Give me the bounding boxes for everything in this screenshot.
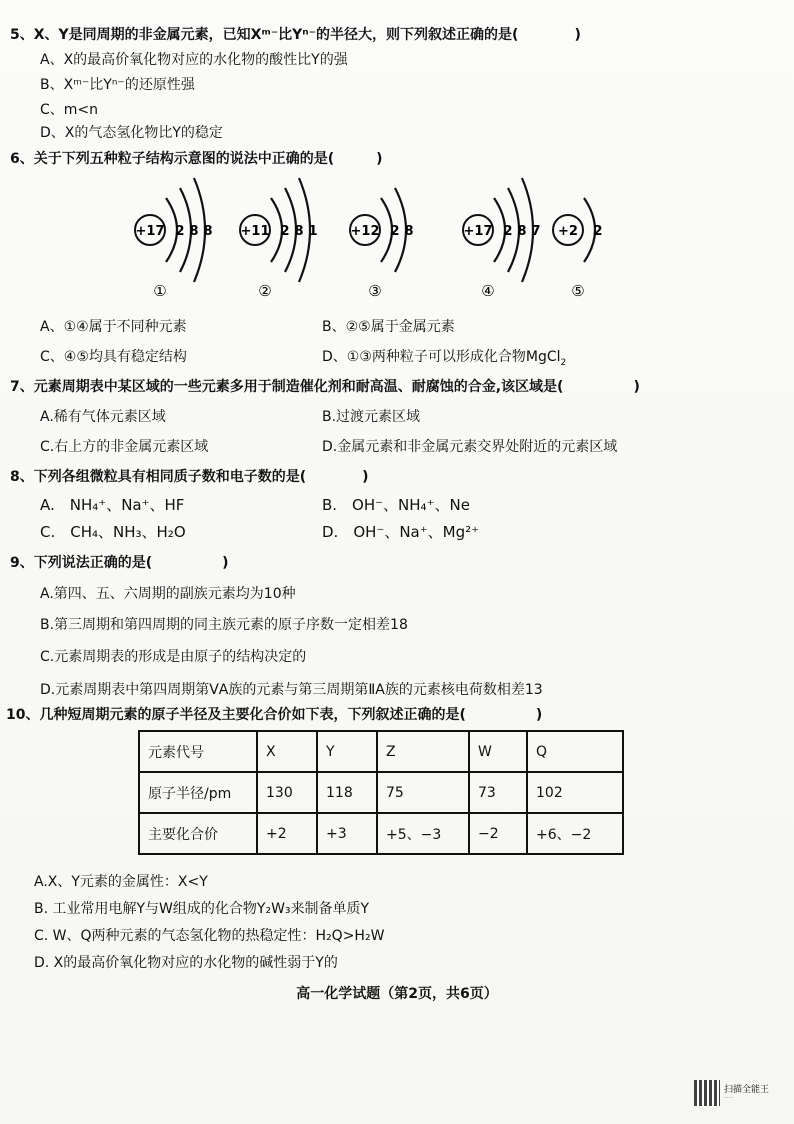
table-row	[139, 731, 623, 772]
question-5-option-c: C、m<n	[40, 102, 99, 118]
electron-count: 8	[294, 224, 304, 239]
table-cell: Y	[317, 731, 377, 772]
question-6-option-d	[322, 348, 566, 372]
question-8-option-a: A. NH₄⁺、Na⁺、HF	[40, 496, 185, 514]
question-5-option-b: B、Xᵐ⁻比Yⁿ⁻的还原性强	[40, 77, 195, 93]
table-cell: X	[257, 731, 317, 772]
table-row	[139, 813, 623, 854]
atom-diagram-2	[240, 178, 318, 300]
question-6-option-a: A、①④属于不同种元素	[40, 319, 187, 335]
question-10-option-a: A.X、Y元素的金属性：X<Y	[34, 874, 208, 890]
table-cell: 130	[257, 772, 317, 813]
question-8-option-c: C. CH₄、NH₃、H₂O	[40, 523, 186, 541]
atom-diagram-svg	[100, 168, 660, 308]
scanner-watermark	[694, 1080, 784, 1110]
question-10-option-d: D. X的最高价氧化物对应的水化物的碱性弱于Y的	[34, 955, 338, 971]
electron-count: 2	[503, 224, 513, 239]
question-9-option-d: D.元素周期表中第四周期第ⅤA族的元素与第三周期第ⅡA族的元素核电荷数相差13	[40, 682, 543, 698]
diagram-label: ⑤	[571, 282, 585, 300]
electron-count: 2	[280, 224, 290, 239]
question-5-option-d: D、X的气态氢化物比Y的稳定	[40, 125, 223, 141]
atom-diagram-1	[135, 178, 213, 300]
question-6-option-d-subscript: 2	[560, 357, 567, 368]
electron-count: 8	[517, 224, 527, 239]
table-cell: +5、−3	[377, 813, 469, 854]
table-cell: Z	[377, 731, 469, 772]
question-6-option-c: C、④⑤均具有稳定结构	[40, 349, 187, 365]
nucleus-charge: +2	[558, 224, 578, 239]
qr-code-icon	[694, 1080, 720, 1106]
scanner-brand-sub: ······	[724, 1095, 734, 1101]
table-cell: 102	[527, 772, 623, 813]
table-cell: +3	[317, 813, 377, 854]
question-10-option-c: C. W、Q两种元素的气态氢化物的热稳定性：H₂Q>H₂W	[34, 928, 385, 944]
question-9-option-b: B.第三周期和第四周期的同主族元素的原子序数一定相差18	[40, 617, 408, 633]
question-7-option-c: C.右上方的非金属元素区域	[40, 439, 209, 455]
question-9-option-a: A.第四、五、六周期的副族元素均为10种	[40, 586, 296, 602]
diagram-label: ②	[258, 282, 272, 300]
question-8-option-d: D. OH⁻、Na⁺、Mg²⁺	[322, 523, 480, 541]
electron-count: 2	[390, 224, 400, 239]
question-6-option-d-text: D、①③两种粒子可以形成化合物MgCl	[322, 349, 561, 365]
table-row	[139, 772, 623, 813]
question-6-stem: 6、关于下列五种粒子结构示意图的说法中正确的是( )	[10, 151, 383, 167]
table-cell: 118	[317, 772, 377, 813]
table-cell: 主要化合价	[139, 813, 257, 854]
electron-count: 1	[308, 224, 318, 239]
question-7-option-a: A.稀有气体元素区域	[40, 409, 166, 425]
atomic-structure-diagrams	[100, 168, 660, 308]
diagram-label: ①	[153, 282, 167, 300]
question-7-stem: 7、元素周期表中某区域的一些元素多用于制造催化剂和耐高温、耐腐蚀的合金,该区域是( )	[10, 379, 640, 395]
element-data-table	[138, 730, 624, 855]
electron-count: 8	[203, 224, 213, 239]
diagram-label: ③	[368, 282, 382, 300]
table-cell: 原子半径/pm	[139, 772, 257, 813]
table-cell: 75	[377, 772, 469, 813]
table-cell: W	[469, 731, 527, 772]
table-cell: Q	[527, 731, 623, 772]
table-cell: 元素代号	[139, 731, 257, 772]
question-5-stem: 5、X、Y是同周期的非金属元素，已知Xᵐ⁻比Yⁿ⁻的半径大，则下列叙述正确的是( )	[10, 27, 581, 43]
question-10-option-b: B. 工业常用电解Y与W组成的化合物Y₂W₃来制备单质Y	[34, 901, 370, 917]
electron-count: 7	[531, 224, 541, 239]
question-7-option-b: B.过渡元素区域	[322, 409, 421, 425]
table-cell: +2	[257, 813, 317, 854]
nucleus-charge: +12	[350, 224, 380, 239]
nucleus-charge: +17	[463, 224, 493, 239]
table-cell: −2	[469, 813, 527, 854]
question-9-stem: 9、下列说法正确的是( )	[10, 555, 229, 571]
page-footer: 高一化学试题（第2页，共6页）	[296, 986, 498, 1002]
question-10-stem: 10、几种短周期元素的原子半径及主要化合价如下表，下列叙述正确的是( )	[6, 707, 543, 723]
question-8-stem: 8、下列各组微粒具有相同质子数和电子数的是( )	[10, 469, 369, 485]
scanner-brand: 扫描全能王	[724, 1085, 770, 1095]
table-cell: 73	[469, 772, 527, 813]
electron-count: 8	[189, 224, 199, 239]
question-9-option-c: C.元素周期表的形成是由原子的结构决定的	[40, 649, 307, 665]
question-6-option-b: B、②⑤属于金属元素	[322, 319, 455, 335]
table-cell: +6、−2	[527, 813, 623, 854]
nucleus-charge: +11	[240, 224, 270, 239]
electron-count: 8	[404, 224, 414, 239]
question-5-option-a: A、X的最高价氧化物对应的水化物的酸性比Y的强	[40, 52, 348, 68]
atom-diagram-4	[463, 178, 541, 300]
question-8-option-b: B. OH⁻、NH₄⁺、Ne	[322, 496, 470, 514]
question-7-option-d: D.金属元素和非金属元素交界处附近的元素区域	[322, 439, 618, 455]
atom-diagram-5	[553, 198, 603, 300]
diagram-label: ④	[481, 282, 495, 300]
electron-count: 2	[593, 224, 603, 239]
electron-count: 2	[175, 224, 185, 239]
nucleus-charge: +17	[135, 224, 165, 239]
atom-diagram-3	[350, 188, 414, 300]
